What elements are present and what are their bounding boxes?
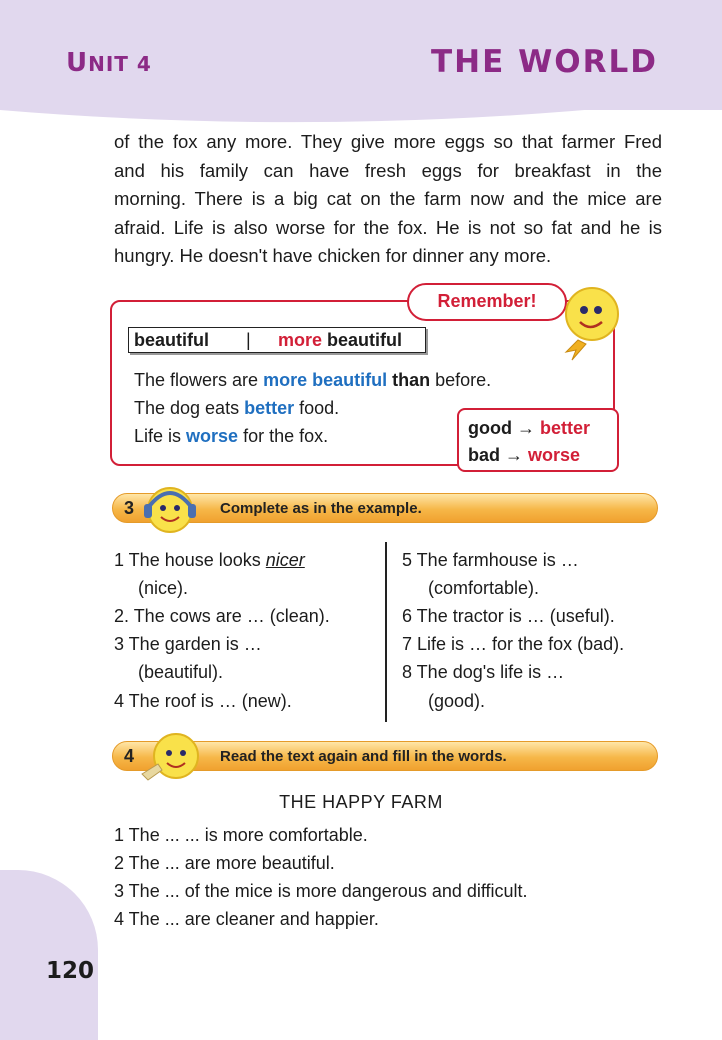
page-number-band [0, 870, 98, 1040]
irregular-good-better: good → better [468, 418, 591, 438]
story-line: hungry. He doesn't have chicken for dinner any more. [114, 245, 552, 266]
exercise-3-item-3-cont: (beautiful). [138, 662, 224, 682]
compare-base-word: beautiful [134, 330, 209, 350]
remember-example-3: Life is worse for the fox. [134, 426, 329, 446]
story-line: and his family can have fresh eggs for breakfast in the [114, 159, 662, 181]
remember-tag: Remember! [407, 283, 567, 321]
irregular-bad-worse: bad → worse [468, 445, 581, 465]
story-text [114, 128, 662, 271]
exercise-3-item-6: 6 The tractor is … (useful). [402, 606, 615, 626]
compare-separator: | [246, 330, 251, 350]
story-line: afraid. Life is also worse for the fox. He is not so fat and he is [114, 216, 662, 238]
story-line: of the fox any more. They give more eggs so that farmer Fred [114, 131, 662, 152]
exercise-3-item-7: 7 Life is … for the fox (bad). [402, 634, 625, 654]
happy-farm-title: THE HAPPY FARM [279, 792, 443, 812]
exercise-3-item-1: 1 The house looks nicer [114, 550, 305, 570]
story-line: morning. There is a big cat on the farm now and the mice are [114, 188, 662, 209]
remember-example-2: The dog eats better food. [134, 398, 340, 418]
exercise-3-item-3: 3 The garden is … [114, 634, 262, 654]
reading-smiley-icon [140, 730, 206, 784]
column-divider [385, 542, 387, 722]
compare-comparative: more beautiful [278, 330, 403, 350]
exercise-3-instruction: Complete as in the example. [220, 500, 422, 517]
exercise-3-item-2: 2. The cows are … (clean). [114, 606, 330, 626]
pointing-smiley-icon [562, 284, 620, 362]
exercise-3-item-4: 4 The roof is … (new). [114, 691, 292, 711]
exercise-4-item: 2 The ... are more beautiful. [114, 853, 335, 873]
exercise-3-item-5: 5 The farmhouse is … [402, 550, 579, 570]
exercise-4-instruction: Read the text again and fill in the words. [220, 748, 507, 765]
exercise-3-item-1-cont: (nice). [138, 578, 189, 598]
unit-label: UNIT 4 [66, 48, 152, 78]
exercise-4-item: 4 The ... are cleaner and happier. [114, 909, 379, 929]
headphones-smiley-icon [140, 482, 200, 536]
exercise-3-number: 3 [124, 498, 135, 518]
page-number: 120 [46, 958, 95, 984]
exercise-4-number: 4 [124, 746, 135, 766]
exercise-4-item: 1 The ... ... is more comfortable. [114, 825, 368, 845]
exercise-3-item-8-cont: (good). [428, 691, 486, 711]
exercise-4-item: 3 The ... of the mice is more dangerous and difficult. [114, 881, 528, 901]
remember-example-1: The flowers are more beautiful than before. [134, 370, 492, 390]
exercise-3-item-5-cont: (comfortable). [428, 578, 540, 598]
exercise-3-item-8: 8 The dog's life is … [402, 662, 565, 682]
section-title: THE WORLD [431, 44, 658, 80]
